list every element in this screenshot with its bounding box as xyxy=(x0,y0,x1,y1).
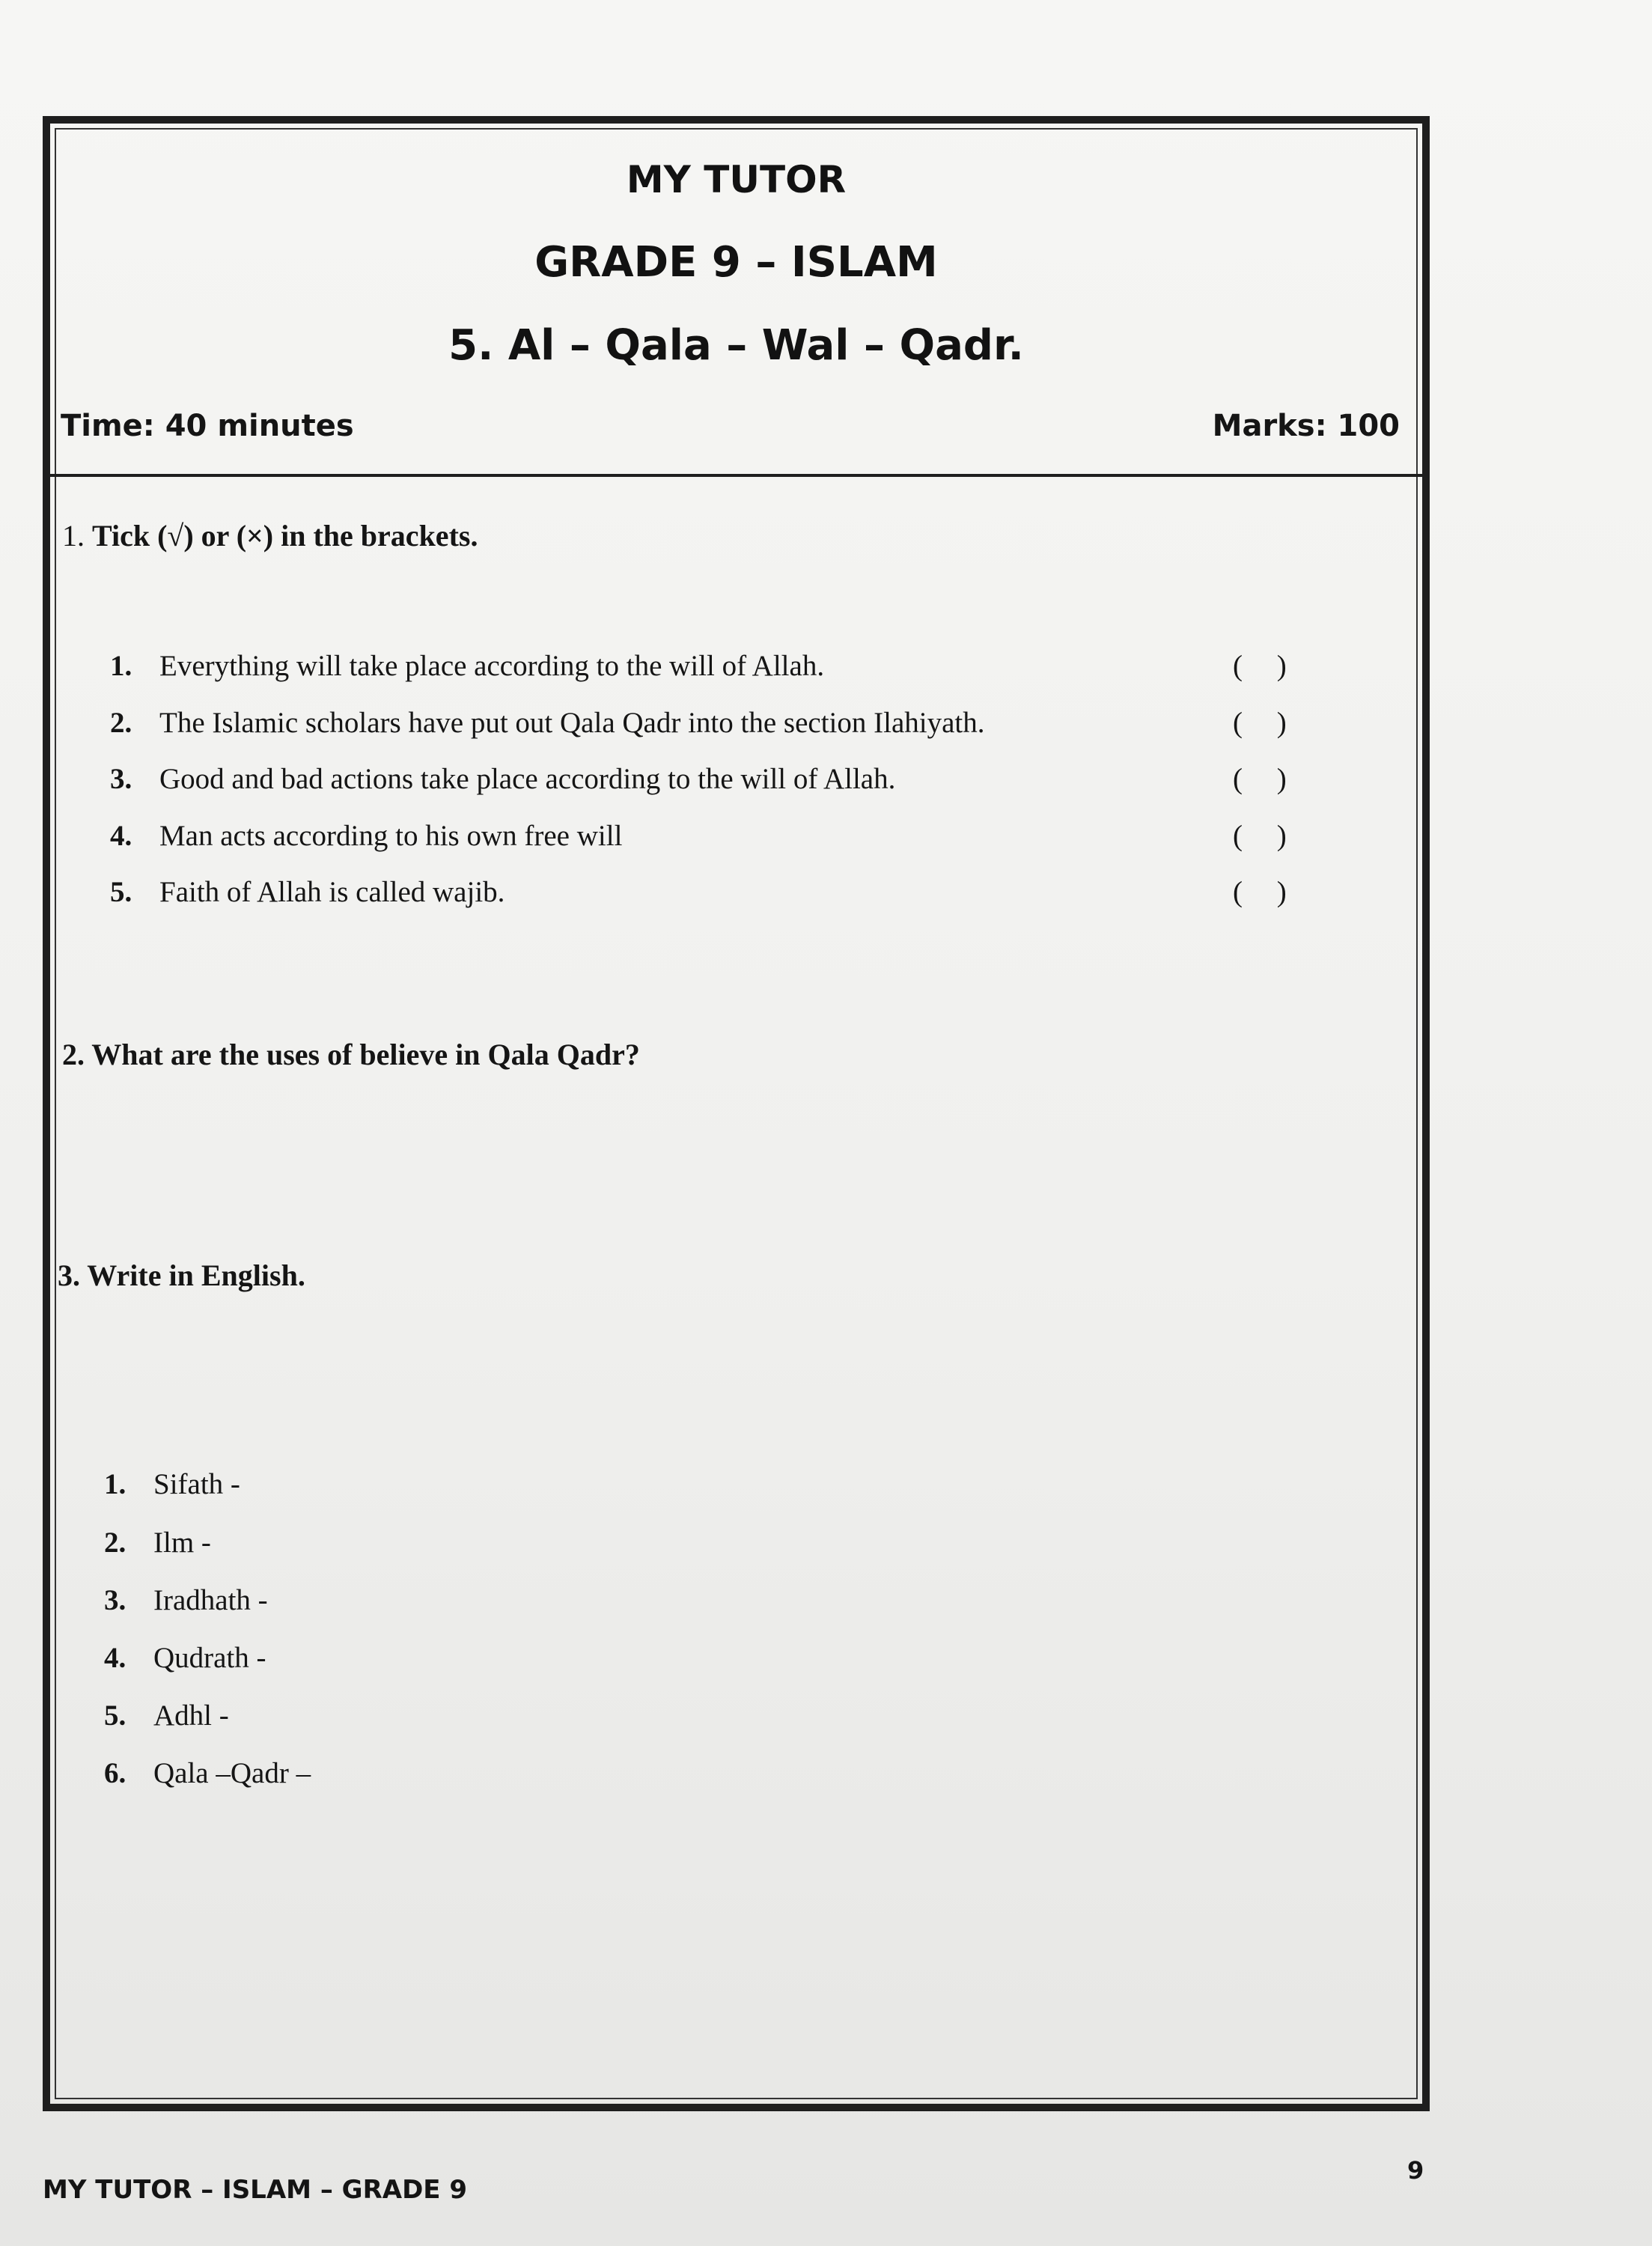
page-border-frame xyxy=(43,116,1430,2111)
list-item xyxy=(104,1526,211,1559)
list-item xyxy=(110,649,824,683)
footer-title: MY TUTOR – ISLAM – GRADE 9 xyxy=(43,2175,468,2205)
item-number: 1. xyxy=(104,1468,127,1500)
header-divider xyxy=(50,474,1422,477)
list-item xyxy=(110,706,985,740)
item-text: Qala –Qadr – xyxy=(153,1757,311,1789)
list-item xyxy=(104,1467,240,1501)
list-item xyxy=(110,762,895,796)
item-number: 5. xyxy=(110,876,132,908)
list-item xyxy=(110,819,622,853)
answer-bracket[interactable]: ( ) xyxy=(1233,876,1300,908)
item-text: Qudrath - xyxy=(153,1642,266,1674)
item-text: Man acts according to his own free will xyxy=(159,820,623,852)
section1-heading xyxy=(62,518,478,553)
item-text: Faith of Allah is called wajib. xyxy=(159,876,505,908)
marks-label: Marks: 100 xyxy=(1212,409,1400,443)
item-text: Everything will take place according to the will of Allah. xyxy=(159,650,825,682)
answer-bracket[interactable]: ( ) xyxy=(1233,650,1300,682)
item-text: Sifath - xyxy=(153,1468,240,1500)
item-number: 3. xyxy=(104,1584,127,1616)
page-number: 9 xyxy=(1407,2156,1424,2185)
item-number: 3. xyxy=(110,763,132,795)
item-number: 1. xyxy=(110,650,132,682)
list-item xyxy=(104,1583,268,1617)
answer-bracket[interactable]: ( ) xyxy=(1233,707,1300,739)
section3-heading: 3. Write in English. xyxy=(58,1259,305,1292)
item-text: Adhl - xyxy=(153,1699,229,1732)
item-number: 4. xyxy=(110,820,132,852)
section2-heading: 2. What are the uses of believe in Qala Qadr? xyxy=(62,1038,640,1071)
answer-bracket[interactable]: ( ) xyxy=(1233,763,1300,795)
section1-number: 1. xyxy=(62,519,92,553)
brand-title: MY TUTOR xyxy=(626,158,847,201)
item-number: 6. xyxy=(104,1757,127,1789)
list-item xyxy=(104,1756,311,1790)
lesson-title: 5. Al – Qala – Wal – Qadr. xyxy=(448,321,1024,370)
item-number: 2. xyxy=(110,707,132,739)
item-text: Ilm - xyxy=(153,1527,211,1559)
item-text: The Islamic scholars have put out Qala Qadr into the section Ilahiyath. xyxy=(159,707,985,739)
item-number: 5. xyxy=(104,1699,127,1732)
section1-heading-text: Tick (√) or (×) in the brackets. xyxy=(92,519,478,553)
item-number: 4. xyxy=(104,1642,127,1674)
item-text: Iradhath - xyxy=(153,1584,268,1616)
list-item xyxy=(110,875,505,909)
time-label: Time: 40 minutes xyxy=(61,409,354,443)
answer-bracket[interactable]: ( ) xyxy=(1233,820,1300,852)
list-item xyxy=(104,1641,266,1675)
list-item xyxy=(104,1699,229,1732)
item-text: Good and bad actions take place according to the will of Allah. xyxy=(159,763,896,795)
grade-subject-title: GRADE 9 – ISLAM xyxy=(534,238,938,287)
item-number: 2. xyxy=(104,1527,127,1559)
